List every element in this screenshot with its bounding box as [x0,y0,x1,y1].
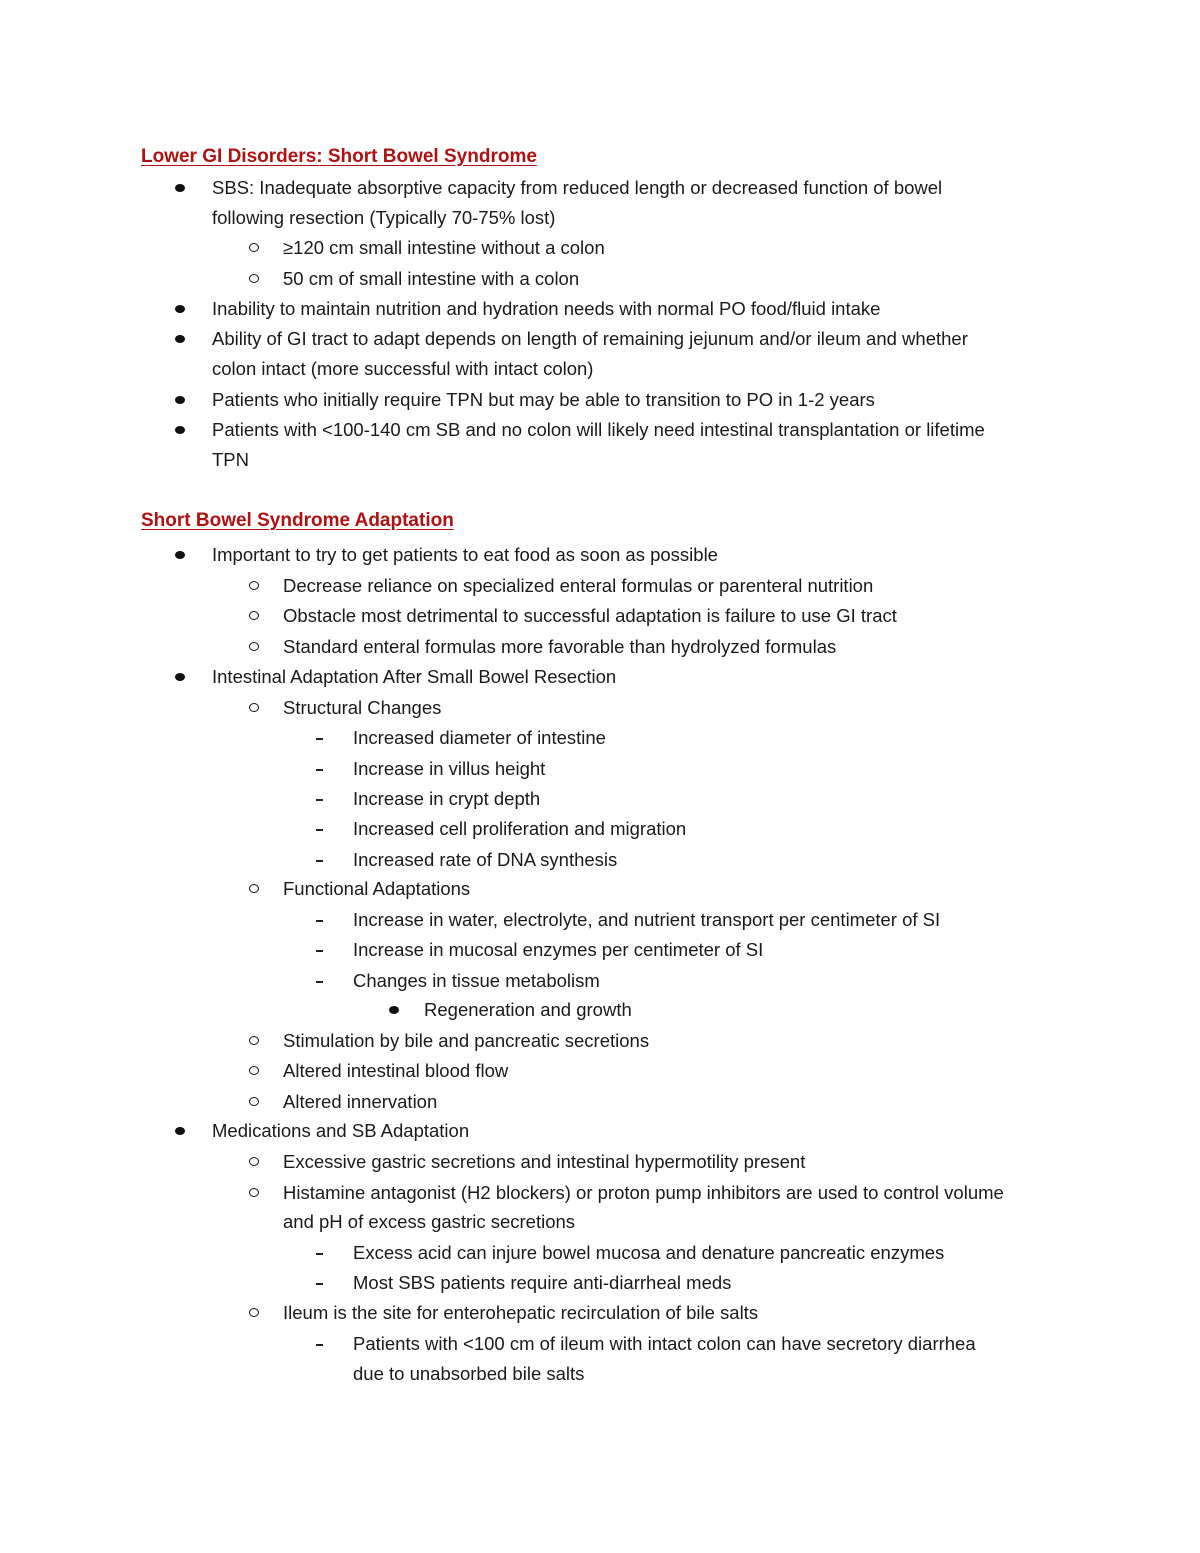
list-item: 50 cm of small intestine with a colon [283,268,580,289]
list-item: Increased rate of DNA synthesis [353,849,618,870]
list-item: Patients who initially require TPN but may be able to transition to PO in 1-2 years [212,389,875,410]
list-item: Stimulation by bile and pancreatic secretions [283,1030,650,1051]
list-item: Medications and SB Adaptation [212,1120,470,1141]
bullet-circle [249,884,259,893]
list-item: Obstacle most detrimental to successful adaptation is failure to use GI tract [283,605,897,626]
bullet-circle [249,1036,259,1045]
list-item-continuation: and pH of excess gastric secretions [283,1211,576,1232]
bullet-dash [316,1283,323,1285]
bullet-circle [249,243,259,252]
bullet-circle [249,581,259,590]
list-item: Ileum is the site for enterohepatic recirculation of bile salts [283,1302,759,1323]
bullet-dash [316,769,323,771]
bullet-dash [316,738,323,740]
bullet-dot [175,551,185,559]
list-item: Changes in tissue metabolism [353,970,600,991]
bullet-circle [249,1097,259,1106]
list-item: Increase in water, electrolyte, and nutrient transport per centimeter of SI [353,909,941,930]
bullet-circle [249,1066,259,1075]
bullet-dash [316,950,323,952]
list-item: SBS: Inadequate absorptive capacity from reduced length or decreased function of bowel [212,177,943,198]
list-item: Increase in villus height [353,758,546,779]
bullet-dot [175,184,185,192]
section-heading-sbs-adaptation: Short Bowel Syndrome Adaptation [141,510,454,531]
list-item: Altered innervation [283,1091,438,1112]
list-item: Histamine antagonist (H2 blockers) or proton pump inhibitors are used to control volume [283,1182,1004,1203]
list-item: Excessive gastric secretions and intestinal hypermotility present [283,1151,806,1172]
bullet-circle [249,642,259,651]
bullet-circle [249,1188,259,1197]
list-item: Important to try to get patients to eat food as soon as possible [212,544,718,565]
list-item: Patients with <100-140 cm SB and no colon will likely need intestinal transplantation or lifetime [212,419,985,440]
list-item: Intestinal Adaptation After Small Bowel Resection [212,666,617,687]
bullet-circle [249,274,259,283]
bullet-dot [175,396,185,404]
list-item: Structural Changes [283,697,442,718]
list-item: Altered intestinal blood flow [283,1060,509,1081]
list-item: Ability of GI tract to adapt depends on length of remaining jejunum and/or ileum and whether [212,328,968,349]
list-item-continuation: following resection (Typically 70-75% lost) [212,207,556,228]
list-item: Decrease reliance on specialized enteral formulas or parenteral nutrition [283,575,874,596]
bullet-dot [175,673,185,681]
list-item: ≥120 cm small intestine without a colon [283,237,605,258]
bullet-dash [316,799,323,801]
list-item-continuation: colon intact (more successful with intact colon) [212,358,594,379]
list-item-continuation: TPN [212,449,249,470]
list-item-continuation: due to unabsorbed bile salts [353,1363,585,1384]
list-item: Regeneration and growth [424,999,632,1020]
bullet-circle [249,1157,259,1166]
bullet-dash [316,920,323,922]
list-item: Increase in mucosal enzymes per centimeter of SI [353,939,764,960]
bullet-dash [316,1253,323,1255]
bullet-dot [175,426,185,434]
bullet-dash [316,829,323,831]
bullet-dot [175,1127,185,1135]
list-item: Standard enteral formulas more favorable than hydrolyzed formulas [283,636,837,657]
section-heading-short-bowel-syndrome: Lower GI Disorders: Short Bowel Syndrome [141,146,537,167]
list-item: Functional Adaptations [283,878,471,899]
list-item: Most SBS patients require anti-diarrheal meds [353,1272,732,1293]
bullet-dot [175,305,185,313]
bullet-circle [249,611,259,620]
list-item: Excess acid can injure bowel mucosa and denature pancreatic enzymes [353,1242,945,1263]
bullet-dash [316,1344,323,1346]
bullet-dot [175,335,185,343]
bullet-dot [389,1006,399,1014]
bullet-circle [249,703,259,712]
list-item: Patients with <100 cm of ileum with intact colon can have secretory diarrhea [353,1333,976,1354]
bullet-circle [249,1308,259,1317]
list-item: Inability to maintain nutrition and hydration needs with normal PO food/fluid intake [212,298,881,319]
list-item: Increased cell proliferation and migration [353,818,687,839]
list-item: Increase in crypt depth [353,788,541,809]
bullet-dash [316,860,323,862]
bullet-dash [316,981,323,983]
list-item: Increased diameter of intestine [353,727,606,748]
